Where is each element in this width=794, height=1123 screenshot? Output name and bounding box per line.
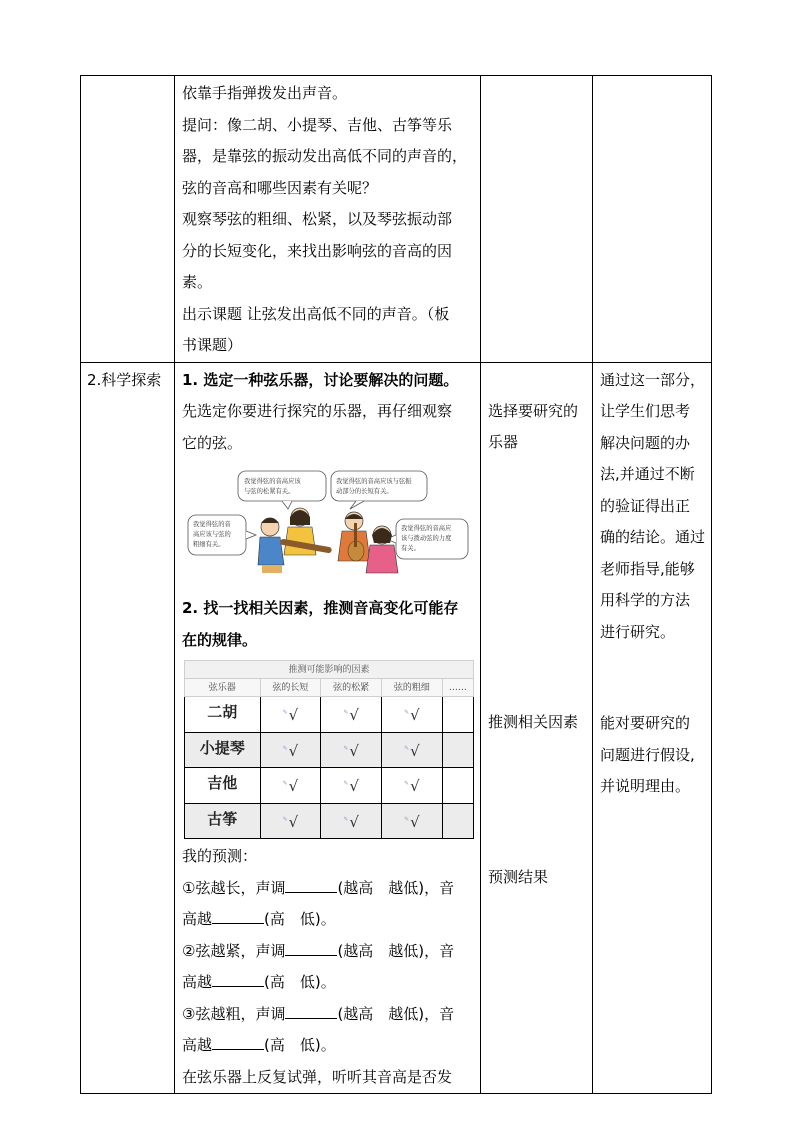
student-activity-text: 乐器 [488,433,519,451]
text-line: 分的长短变化，来找出影响弦的音高的因 [182,241,453,260]
intent-text: 的验证得出正 [600,496,691,515]
prediction-line: 高越 (高 低)。 [182,910,336,928]
intent-text: 确的结论。通过 [600,528,706,546]
stage-cell-empty [81,76,175,363]
bubble-text: 动部分的长短有关。 [336,488,393,495]
text-line: 素。 [182,273,213,291]
empty-cell [442,803,473,839]
table-row [185,768,474,804]
table-row [81,76,712,363]
instrument-name: 古筝 [185,803,261,839]
factor-table-title: 推测可能影响的因素 [185,661,474,679]
bubble-text: 粗细有关。 [193,541,225,548]
text-line: 出示课题 让弦发出高低不同的声音。（板 [182,304,450,323]
step2-title-cont: 在的规律。 [182,630,258,649]
factor-header: 弦的粗细 [382,679,443,697]
factor-header: 弦的松紧 [321,679,382,697]
bubble-text: 该与拨动弦的力度 [401,535,452,542]
instrument-name: 二胡 [185,697,261,733]
step2-title: 2. 找一找相关因素，推测音高变化可能存 [182,599,459,617]
intent-text: 通过这一部分， [600,370,706,389]
check-mark: ✎√ [260,803,321,839]
answer-blank[interactable] [285,1004,337,1019]
check-mark: ✎√ [260,768,321,804]
intent-text: 老师指导,能够 [600,559,695,578]
table-row [185,697,474,733]
student-activity-cell-empty [481,76,593,363]
predict-title: 我的预测： [182,847,258,865]
factor-table [184,660,474,839]
text-line: 先选定你要进行探究的乐器，再仔细观察 [182,402,453,420]
intent-text: 让学生们思考 [600,402,691,420]
answer-blank[interactable] [212,1035,264,1050]
answer-blank[interactable] [285,878,337,893]
children-discussion-illustration [184,465,474,585]
check-mark: ✎√ [321,803,382,839]
text-line: 观察琴弦的粗细、松紧，以及琴弦振动部 [182,210,453,228]
intent-text: 解决问题的办 [600,433,691,452]
text-line: 弦的音高和哪些因素有关呢？ [182,178,378,197]
answer-blank[interactable] [212,909,264,924]
check-mark: ✎√ [260,697,321,733]
intent-text: 能对要研究的 [600,714,691,732]
bubble-text: 我觉得弦的音高应该 [244,478,301,485]
teacher-activity-cell [175,362,481,1094]
intent-text: 用科学的方法 [600,591,691,609]
table-row [81,362,712,1094]
check-mark: ✎√ [382,697,443,733]
factor-header: …… [442,679,473,697]
stage-label: 2.科学探索 [87,370,162,389]
check-mark: ✎√ [382,768,443,804]
check-mark: ✎√ [382,803,443,839]
bubble-text: 与弦的松紧有关。 [244,488,295,495]
student-activity-text: 预测结果 [488,868,549,886]
check-mark: ✎√ [321,697,382,733]
instrument-name: 小提琴 [185,732,261,768]
text-line: 器，是靠弦的振动发出高低不同的声音的， [182,147,468,165]
check-mark: ✎√ [321,732,382,768]
prediction-line: 高越 (高 低)。 [182,1036,336,1054]
design-intent-cell-empty [593,76,712,363]
bubble-text: 高应该与弦的 [193,531,231,538]
table-row [185,732,474,768]
answer-blank[interactable] [285,941,337,956]
text-line: 依靠手指弹拨发出声音。 [182,84,348,102]
stage-cell [81,362,175,1094]
prediction-line: ②弦越紧，声调 (越高 越低)，音 [182,941,455,960]
bubble-text: 我觉得弦的音 [193,521,231,528]
prediction-line: ①弦越长，声调 (越高 越低)，音 [182,878,455,897]
prediction-line: 高越 (高 低)。 [182,973,336,991]
intent-text: 问题进行假设, [600,745,695,764]
check-mark: ✎√ [260,732,321,768]
student-activity-cell [481,362,593,1094]
answer-blank[interactable] [212,972,264,987]
student-activity-text: 推测相关因素 [488,712,579,731]
text-line: 书课题） [182,336,243,354]
instrument-name: 吉他 [185,768,261,804]
check-mark: ✎√ [382,732,443,768]
empty-cell [442,732,473,768]
bubble-text: 有关。 [401,545,420,552]
prediction-line: ③弦越粗，声调 (越高 越低)，音 [182,1004,455,1023]
table-row [185,803,474,839]
step1-title: 1. 选定一种弦乐器，讨论要解决的问题。 [182,370,459,389]
student-activity-text: 选择要研究的 [488,401,579,420]
intent-text: 进行研究。 [600,622,676,641]
check-mark: ✎√ [321,768,382,804]
intent-text: 并说明理由。 [600,777,691,795]
text-line: 它的弦。 [182,433,243,452]
lesson-plan-table [80,75,712,1094]
bubble-text: 我觉得弦的音高应 [401,525,452,532]
bubble-text: 我觉得弦的音高应该与弦振 [336,478,412,485]
text-line: 在弦乐器上反复试弹，听听其音高是否发 [182,1067,453,1086]
empty-cell [442,697,473,733]
intent-text: 法,并通过不断 [600,465,695,483]
factor-header: 弦的长短 [260,679,321,697]
empty-cell [442,768,473,804]
factor-header: 弦乐器 [185,679,261,697]
design-intent-cell [593,362,712,1094]
teacher-activity-cell [175,76,481,363]
text-line: 提问：像二胡、小提琴、吉他、古筝等乐 [182,115,453,134]
